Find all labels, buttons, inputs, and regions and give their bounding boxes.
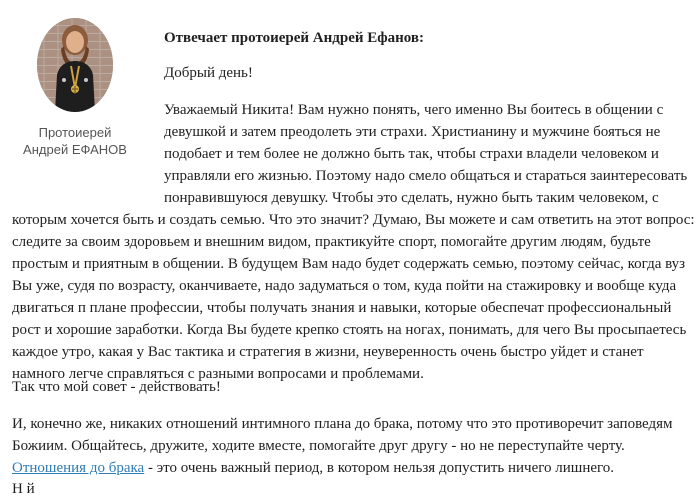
author-title: Протоиерей [38, 125, 112, 140]
article-paragraph-lead: Уважаемый Никита! Вам нужно понять, чего именно Вы боитесь в общении с девушкой и затем преодолеть эти страхи. Христианину и мужчине бояться не подобает и тем более не должно быть так, чтобы страхи владели человеком и управляли его жизнью. Поэтому надо смело общаться и стараться заинтересовать понравившуюся девушку. Чтобы это сделать, нужно быть таким человеком, с [164, 102, 688, 206]
author-avatar [37, 18, 113, 112]
advice-paragraph: Так что мой совет - действовать! [12, 379, 221, 395]
closing-after-link-text: - это очень важный период, в котором нельзя допустить ничего лишнего. [144, 460, 615, 476]
author-name: Андрей ЕФАНОВ [23, 142, 127, 157]
greeting-text: Добрый день! [164, 65, 253, 81]
priest-portrait-icon [37, 18, 113, 112]
cut-off-text: Н й [12, 481, 35, 497]
closing-paragraph [12, 413, 695, 479]
answer-heading: Отвечает протоиерей Андрей Ефанов: [164, 30, 425, 46]
relationship-before-marriage-link[interactable]: Отношения до брака [12, 460, 145, 476]
article-paragraph-main: которым хочется быть и создать семью. Что это значит? Думаю, Вы можете и сам ответить на этот вопрос: следите за своим здоровьем и внешним видом, практикуйте спорт, помогайте другим людям, будьте простым и приятным в общении. В будущем Вам надо будет содержать семью, поэтому сейчас, когда вуз Вы уже, судя по возрасту, оканчиваете, надо задуматься о том, куда пойти на стажировку и вообще куда двигаться п плане профессии, чтобы получать знания и навыки, которые обеспечат профессиональный рост и хорошие заработки. Когда Вы будете крепко стоять на ногах, понимать, для чего Вы просыпаетесь каждое утро, какая у Вас тактика и стратегия в жизни, неуверенность очень быстро уйдет и станет намного легче справляться с разными вопросами и проблемами. [12, 212, 695, 382]
closing-text: И, конечно же, никаких отношений интимного плана до брака, потому что это противоречит заповедям Божиим. Общайтесь, дружите, ходите вместе, помогайте друг другу - но не переступайте черту. [12, 416, 673, 454]
author-card [0, 12, 150, 182]
